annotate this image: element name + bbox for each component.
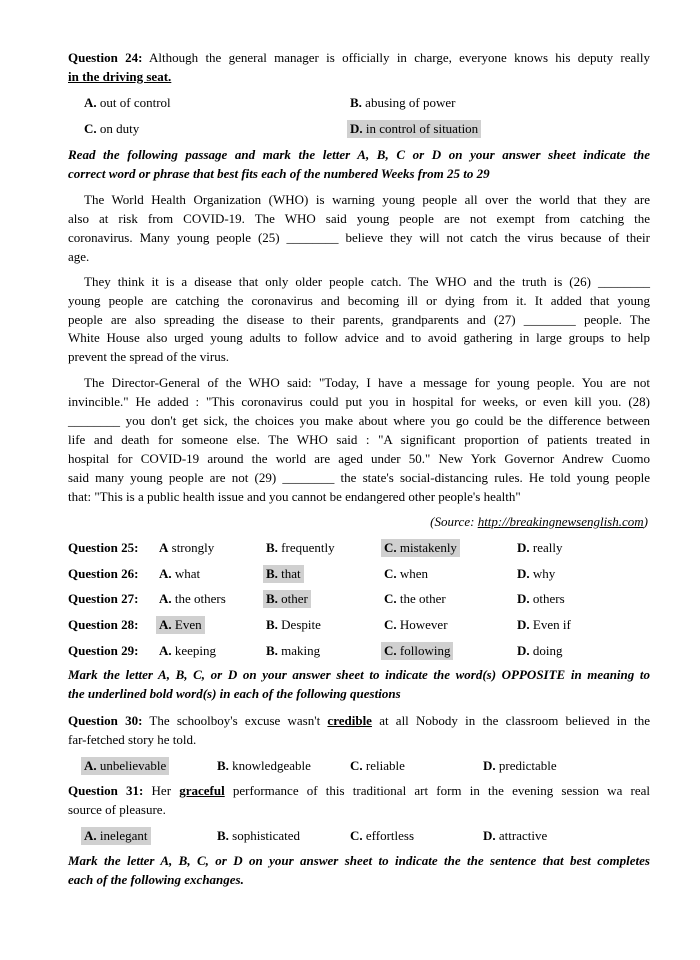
passage-p3-line-7: that: "This is a public health issue and you cannot be endangered other people's health" (68, 489, 521, 504)
passage-p3-line-4: life and death for someone else. The WHO said : "A significant proportion of patients treated in (68, 432, 650, 447)
q27-option-d[interactable]: D. others (517, 591, 565, 606)
q29-option-b[interactable]: B. making (266, 643, 321, 658)
q25-option-d[interactable]: D. really (517, 540, 563, 555)
q31-stem-line-1: Question 31: Her graceful performance of this traditional art form in the evening session wa real (68, 783, 651, 798)
q24-stem-line-1 (68, 50, 650, 66)
question-number: Question 30: (68, 713, 143, 728)
passage-p3-line-5: hospital for COVID-19 around the world are aged under 50." New York Governor Andrew Cuomo (68, 451, 650, 466)
q31-option-b[interactable]: B. sophisticated (217, 828, 301, 843)
q27-option-a[interactable]: A. the others (159, 591, 226, 606)
q28-option-b[interactable]: B. Despite (266, 617, 321, 632)
q26-option-c[interactable]: C. when (384, 566, 429, 581)
passage-p3-line-6: said many young people are not (29) ________ the state's social-distancing rules. He told young people (68, 470, 650, 485)
q25-option-b[interactable]: B. frequently (266, 540, 335, 555)
q31-option-a-highlighted[interactable]: A. inelegant (81, 827, 151, 845)
q26-option-b-highlighted[interactable]: B. that (263, 565, 304, 583)
question-number: Question 28: (68, 617, 139, 632)
q24-stem-text: Although the general manager is officially in charge, everyone knows his deputy really (149, 50, 651, 65)
q30-stem-line-2: far-fetched story he told. (68, 732, 197, 747)
source-citation: (Source: http://breakingnewsenglish.com) (430, 514, 648, 529)
q30-keyword: credible (327, 713, 372, 728)
question-number: Question 25: (68, 540, 139, 555)
source-link[interactable]: http://breakingnewsenglish.com (477, 514, 644, 529)
passage-p2-line-2: young people are catching the coronavirus and becoming ill or dying from it. It added that young (68, 293, 650, 308)
q30-option-d[interactable]: D. predictable (483, 758, 557, 773)
q29-option-a[interactable]: A. keeping (159, 643, 217, 658)
instruction-2-line-1: Mark the letter A, B, C, or D on your answer sheet to indicate the word(s) OPPOSITE in meaning to (68, 667, 650, 682)
q31-keyword: graceful (179, 783, 225, 798)
q24-option-a[interactable]: A. out of control (84, 95, 171, 110)
instruction-1-line-1: Read the following passage and mark the letter A, B, C or D on your answer sheet indicate the (68, 147, 650, 162)
q25-option-a[interactable]: A strongly (159, 540, 215, 555)
q28-option-a-highlighted[interactable]: A. Even (156, 616, 205, 634)
q28-option-d[interactable]: D. Even if (517, 617, 571, 632)
passage-p3-line-1: The Director-General of the WHO said: "Today, I have a message for young people. You are not (84, 375, 650, 390)
q30-stem-line-1: Question 30: The schoolboy's excuse wasn't credible at all Nobody in the classroom believed in the (68, 713, 651, 728)
question-number: Question 31: (68, 783, 144, 798)
q27-option-b-highlighted[interactable]: B. other (263, 590, 311, 608)
q24-option-c[interactable]: C. on duty (84, 121, 140, 136)
passage-p2-line-3: people are also spreading the disease to their parents, grandparents and (27) ________ people. The (68, 312, 650, 327)
passage-p1-line-3: coronavirus. Many young people (25) ________ believe they will not catch the virus because of their (68, 230, 650, 245)
q29-option-c-highlighted[interactable]: C. following (381, 642, 453, 660)
q24-underlined-phrase: in the driving seat. (68, 69, 172, 84)
instruction-3-line-2: each of the following exchanges. (68, 872, 244, 887)
q31-option-d[interactable]: D. attractive (483, 828, 548, 843)
passage-p3-line-3: ________ you don't get sick, the choices you make about where you go could be the difference between (68, 413, 650, 428)
question-number: Question 27: (68, 591, 139, 606)
passage-p2-line-4: White House also urged young adults to follow advice and to avoid gathering in large groups to help (68, 330, 650, 345)
q30-option-a-highlighted[interactable]: A. unbelievable (81, 757, 169, 775)
q24-option-b[interactable]: B. abusing of power (350, 95, 456, 110)
question-number: Question 24: (68, 50, 143, 65)
q31-option-c[interactable]: C. effortless (350, 828, 415, 843)
q27-option-c[interactable]: C. the other (384, 591, 446, 606)
q25-option-c-highlighted[interactable]: C. mistakenly (381, 539, 460, 557)
instruction-3-line-1: Mark the letter A, B, C, or D on your answer sheet to indicate the the sentence that best completes (68, 853, 650, 868)
passage-p3-line-2: invincible." He added : "This coronavirus could put you in hospital for weeks, or even kill you. (28) (68, 394, 650, 409)
q29-option-d[interactable]: D. doing (517, 643, 563, 658)
question-number: Question 26: (68, 566, 139, 581)
q31-stem-line-2: source of pleasure. (68, 802, 166, 817)
q26-option-a[interactable]: A. what (159, 566, 201, 581)
q24-option-d-highlighted[interactable]: D. in control of situation (347, 120, 481, 138)
passage-p1-line-2: also at risk from COVID-19. The WHO said young people are not exempt from catching the (68, 211, 650, 226)
q28-option-c[interactable]: C. However (384, 617, 448, 632)
question-number: Question 29: (68, 643, 139, 658)
passage-p1-line-1: The World Health Organization (WHO) is warning young people all over the world that they are (84, 192, 650, 207)
passage-p2-line-1: They think it is a disease that only older people catch. The WHO and the truth is (26) ________ (84, 274, 650, 289)
passage-p1-line-4: age. (68, 249, 90, 264)
passage-p2-line-5: prevent the spread of the virus. (68, 349, 230, 364)
q30-option-b[interactable]: B. knowledgeable (217, 758, 311, 773)
q26-option-d[interactable]: D. why (517, 566, 556, 581)
instruction-1-line-2: correct word or phrase that best fits each of the numbered Weeks from 25 to 29 (68, 166, 490, 181)
instruction-2-line-2: the underlined bold word(s) in each of the following questions (68, 686, 401, 701)
q30-option-c[interactable]: C. reliable (350, 758, 405, 773)
